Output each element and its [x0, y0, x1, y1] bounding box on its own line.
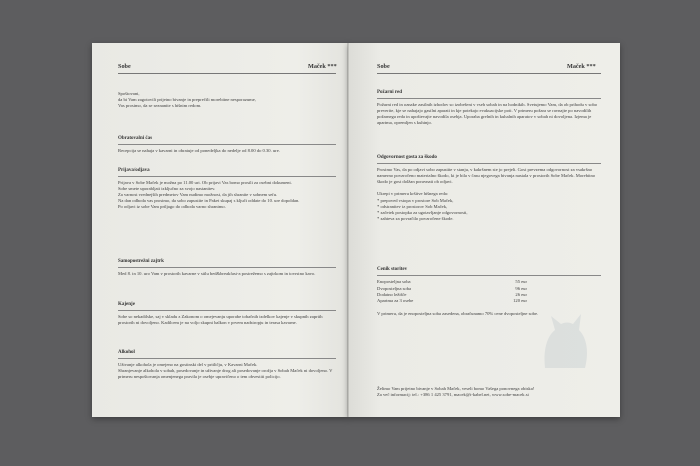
- intro-text: Spoštovani, da bi Vam zagotovili prijetno bivanje in preprečili morebitne nesporazume, Vas prosimo, da se seznanite s hišnim redom.: [118, 91, 256, 109]
- section-alcohol: [118, 350, 336, 380]
- left-intro: [118, 91, 333, 109]
- right-header-rule: [377, 73, 601, 74]
- section-title: Alkohol: [118, 350, 135, 355]
- section-rule: [118, 267, 336, 268]
- price-item: Dvoposteljna soba: [377, 285, 412, 291]
- section-text: Med 8. in 10. uro Vam v prostorih kavarne v stilu bed&breakfast-a postrežemo s zajtrkom in tovrstno kavo.: [118, 271, 316, 277]
- left-header-rule: [118, 73, 336, 74]
- price-item: Apartma za 3 osebe: [377, 298, 414, 304]
- section-rule: [118, 144, 336, 145]
- price-item: Dodatno ležišče: [377, 291, 407, 297]
- footer-line-1: Želimo Vam prijetno bivanje v Sobah Maček, veseli bomo Vašega ponovnega obiska!: [377, 386, 535, 391]
- footer-line-2: Za več informacij: tel.: +386 1 425 3791, macek@t-kabel.net, www.sobe-macek.si: [377, 392, 529, 398]
- price-value: 55 eur: [515, 279, 527, 285]
- price-title: Cenik storitev: [377, 267, 408, 272]
- section-breakfast: [118, 259, 336, 277]
- section-opening-hours: [118, 136, 336, 154]
- price-value: 120 eur: [513, 298, 527, 304]
- left-header-brand: Maček ***: [308, 63, 337, 70]
- section-text: Sobe so nekadilske, saj v skladu z Zakonom o omejevanju uporabe tobačnih izdelkov kajenje v skupnih zaprtih prostorih ni dovoljeno. Kadilcem je na voljo skupni balkon v prvem nadstropju in terasa kavarne.: [118, 314, 323, 326]
- section-rule: [118, 358, 336, 359]
- price-row: [377, 298, 527, 304]
- section-title: Kajenje: [118, 302, 135, 307]
- section-text: Prosimo Vas, da po odjavi sobo zapustite v stanju, v kakršnem ste jo prejeli. Gost prevzema odgovornost za vsakršno namerno povzročeno materialno škodo, ki je bila v času njegovega bivanja nastala v prostorih Sobe Maček. Morebitno škodo je gost dolžan poravnati ob odjavi. Ukrepi v primeru kršitve hišnega reda: * prepoved vstopa v prostore Sob Maček, * odstranitev iz prostorov Sob Maček, * začetek postopka za ugotavljanje odgovornosti, * zahteva za povračilo povzročene škode.: [377, 167, 596, 221]
- left-header-title: Sobe: [118, 63, 131, 70]
- section-smoking: [118, 302, 336, 326]
- section-title: Obratovalni čas: [118, 136, 153, 141]
- section-title: Samopostrežni zajtrk: [118, 259, 164, 264]
- section-text: Prijava v Sobe Maček je možna po 11.00 uri. Ob prijavi Vas bomo prosili za osebni dokument. Sobe smete uporabljati izključno za svojo nastanitev. Za varnost vrednejših predmetov Vam nudimo možnost, da jih shranite v sobnem sefu. Na dan odhoda vas prosimo, da sobo zapustite in Paket skupaj s ključi oddate do 10. ure dopoldan. Po odjavi iz sobe Vam prtljago do odhoda varno shranimo.: [118, 180, 300, 210]
- section-fire-safety: [377, 90, 601, 126]
- section-rule: [118, 176, 336, 177]
- section-text: Požarni red in oznake zasilnih izhodov so izobešeni v vseh sobah in na hodnikih. Svetujemo Vam, da ob prihodu v sobo preverite, kje se nahajajo gasilni aparati in kje potekajo evakuacijske poti. V primeru požara se ravnajte po navodilih požarnega reda in upoštevajte navodila osebja. Uporaba grelnih in kuhalnih aparatov v sobah ni dovoljena. Izjema je apartma, opremljen s kuhinjo.: [377, 102, 598, 126]
- section-rule: [377, 98, 601, 99]
- price-value: 26 eur: [515, 291, 527, 297]
- section-check-in-out: [118, 168, 336, 211]
- price-value: 96 eur: [515, 285, 527, 291]
- section-text: Recepcija se nahaja v kavarni in obratuje od ponedeljka do nedelje od 8.00 do 0.30. ure.: [118, 148, 280, 154]
- section-rule: [377, 275, 601, 276]
- section-title: Požarni red: [377, 90, 403, 95]
- cat-watermark-icon: [535, 300, 595, 370]
- section-guest-liability: [377, 155, 601, 222]
- right-header-brand: Maček ***: [567, 63, 596, 70]
- section-rule: [118, 310, 336, 311]
- section-rule: [377, 163, 601, 164]
- price-item: Enoposteljna soba: [377, 279, 411, 285]
- section-title: Odgovornost gosta za škodo: [377, 155, 437, 160]
- section-text: Uživanje alkohola je omejeno na gostinski del v pritličju, v Kavarni Maček. Shranjevanje alkohola v sobah, posedovanje in uživanje drog ali posedovanje orožja v Sobah Maček ni dovoljeno. V primeru nespoštovanja omenjenega pravila je osebje upravičeno o tem obvestiti policijo.: [118, 362, 333, 380]
- price-note: V primeru, da je enoposteljna soba zasedena, obračunamo 70% cene dvoposteljne sobe.: [377, 310, 539, 316]
- page-spine: [347, 43, 349, 417]
- right-footer: [377, 386, 617, 398]
- section-title: Prijava/odjava: [118, 168, 150, 173]
- price-table: [377, 279, 527, 305]
- right-header-title: Sobe: [377, 63, 390, 70]
